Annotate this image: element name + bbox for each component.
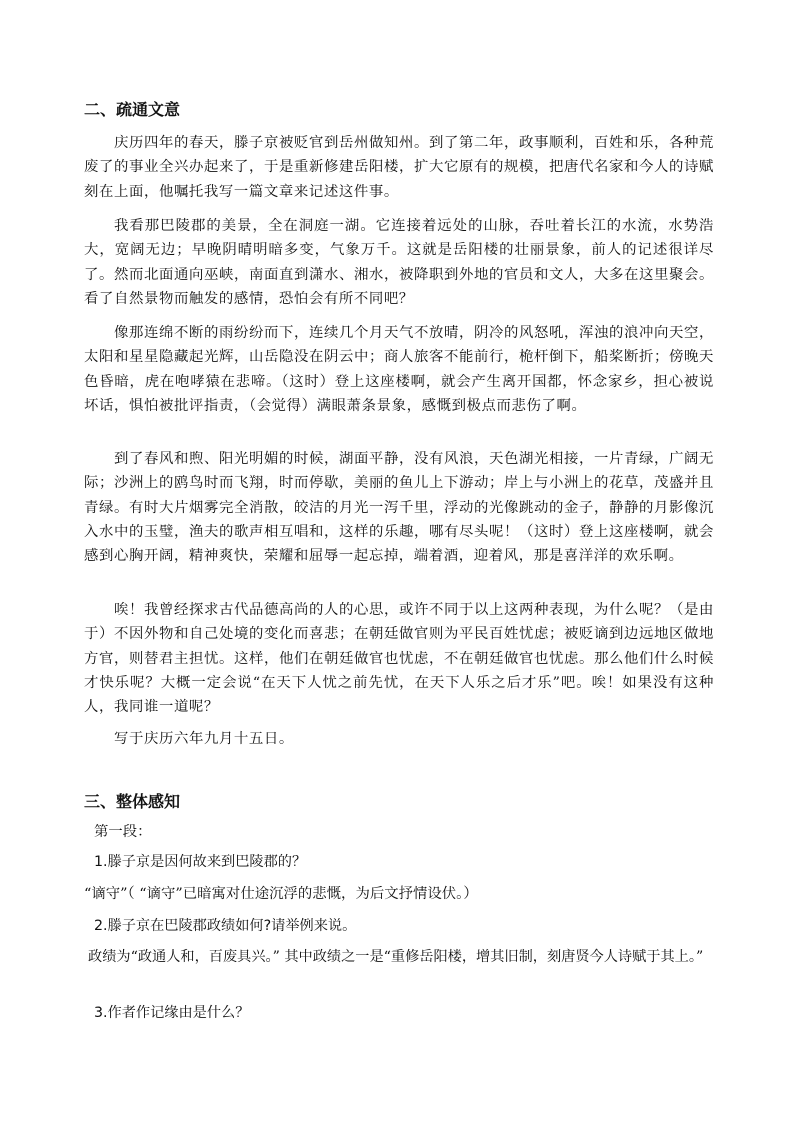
translation-paragraph-3: 像那连绵不断的雨纷纷而下，连续几个月天气不放晴，阴冷的风怒吼，浑浊的浪冲向天空，太阳和星星隐藏起光辉，山岳隐没在阴云中；商人旅客不能前行，桅杆倒下，船桨断折；傍晚天色昏暗，虎在咆哮猿在悲啼。（这时）登上这座楼啊，就会产生离开国都，怀念家乡，担心被说坏话，惧怕被批评指责，（会觉得）满眼萧条景象，感慨到极点而悲伤了啊。 <box>84 325 714 414</box>
translation-paragraph-5: 唉！我曾经探求古代品德高尚的人的心思，或许不同于以上这两种表现，为什么呢？（是由于）不因外物和自己处境的变化而喜悲；在朝廷做官则为平民百姓忧虑；被贬谪到边远地区做地方官，则替君主担忧。这样，他们在朝廷做官也忧虑，不在朝廷做官也忧虑。那么他们什么时候才快乐呢？大概一定会说“在天下人忧之前先忧，在天下人乐之后才乐”吧。唉！如果没有这种人，我同谁一道呢？ <box>84 602 714 716</box>
question-2: 2.滕子京在巴陵郡政绩如何?请举例来说。 <box>94 918 357 934</box>
question-1: 1.滕子京是因何故来到巴陵郡的？ <box>94 854 307 870</box>
section-heading-overview: 三、整体感知 <box>84 792 181 811</box>
part-label: 第一段： <box>94 824 152 840</box>
answer-1: “谪守”（ “谪守”已暗寓对仕途沉浮的悲慨，为后文抒情设伏。） <box>84 886 478 902</box>
translation-paragraph-4: 到了春风和煦、阳光明媚的时候，湖面平静，没有风浪，天色湖光相接，一片青绿，广阔无际；沙洲上的鸥鸟时而飞翔，时而停歇，美丽的鱼儿上下游动；岸上与小洲上的花草，茂盛并且青绿。有时大片烟雾完全消散，皎洁的月光一泻千里，浮动的光像跳动的金子，静静的月影像沉入水中的玉璧，渔夫的歌声相互唱和，这样的乐趣，哪有尽头呢！（这时）登上这座楼啊，就会感到心胸开阔，精神爽快，荣耀和屈辱一起忘掉，端着酒，迎着风，那是喜洋洋的欢乐啊。 <box>84 451 714 565</box>
translation-paragraph-2: 我看那巴陵郡的美景，全在洞庭一湖。它连接着远处的山脉，吞吐着长江的水流，水势浩大，宽阔无边；早晚阴晴明暗多变，气象万千。这就是岳阳楼的壮丽景象，前人的记述很详尽了。然而北面通向巫峡，南面直到潇水、湘水，被降职到外地的官员和文人，大多在这里聚会。看了自然景物而触发的感情，恐怕会有所不同吧？ <box>84 218 714 307</box>
question-3: 3.作者作记缘由是什么？ <box>94 1005 250 1021</box>
translation-paragraph-1: 庆历四年的春天，滕子京被贬官到岳州做知州。到了第二年，政事顺利，百姓和乐，各种荒废了的事业全兴办起来了，于是重新修建岳阳楼，扩大它原有的规模，把唐代名家和今人的诗赋刻在上面，他嘱托我写一篇文章来记述这件事。 <box>84 135 714 200</box>
section-heading-translation: 二、疏通文意 <box>84 100 181 119</box>
translation-date-line: 写于庆历六年九月十五日。 <box>114 731 294 747</box>
answer-2: 政绩为“政通人和，百废具兴。” 其中政绩之一是“重修岳阳楼，增其旧制，刻唐贤今人诗赋于其上。” <box>88 949 704 965</box>
